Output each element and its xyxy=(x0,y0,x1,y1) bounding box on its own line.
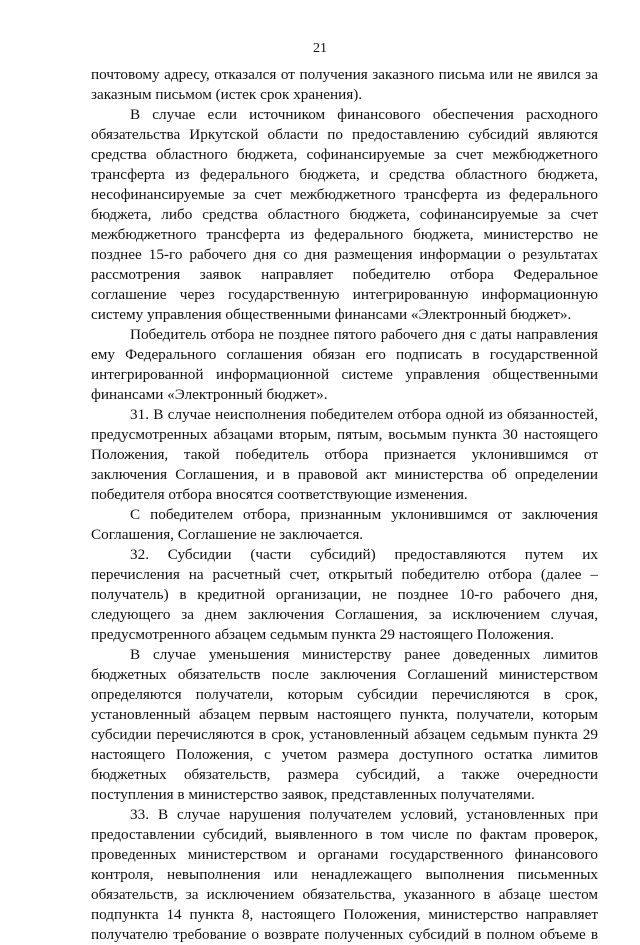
text-line: межбюджетного трансферта из федерального бюджета, министерство не xyxy=(91,226,598,243)
text-line: В случае уменьшения министерству ранее доведенных лимитов xyxy=(130,646,598,663)
text-line: получатель) в кредитной организации, не позднее 10-го рабочего дня, xyxy=(91,586,598,603)
text-line: Победитель отбора не позднее пятого рабочего дня с даты направления xyxy=(130,326,598,343)
text-line: перечисления на расчетный счет, открытый победителю отбора (далее – xyxy=(91,566,598,583)
text-line: финансами «Электронный бюджет». xyxy=(91,386,328,403)
text-line: заключения Соглашения, и в правовой акт министерства об определении xyxy=(91,466,598,483)
text-line: победителя отбора вносятся соответствующие изменения. xyxy=(91,486,468,503)
text-line: позднее 15-го рабочего дня со дня размещения информации о результатах xyxy=(91,246,598,263)
text-line: обязательства Иркутской области по предоставлению субсидий являются xyxy=(91,126,598,143)
text-line: В случае если источником финансового обеспечения расходного xyxy=(130,106,598,123)
text-line: С победителем отбора, признанным уклонившимся от заключения xyxy=(130,506,598,523)
text-line: контроля, невыполнения или ненадлежащего выполнения письменных xyxy=(91,866,598,883)
text-line: 31. В случае неисполнения победителем отбора одной из обязанностей, xyxy=(130,406,598,423)
text-line: средства областного бюджета, софинансируемые за счет межбюджетного xyxy=(91,146,598,163)
text-line: Положения, такой победитель отбора признается уклонившимся от xyxy=(91,446,598,463)
text-line: 32. Субсидии (части субсидий) предоставляются путем их xyxy=(130,546,598,563)
text-line: обязательств, за исключением обязательства, указанного в абзаце шестом xyxy=(91,886,598,903)
text-line: проведенных министерством и органами государственного финансового xyxy=(91,846,598,863)
text-line: ему Федерального соглашения обязан его подписать в государственной xyxy=(91,346,598,363)
page-number: 21 xyxy=(313,41,327,56)
text-line: установленный абзацем первым настоящего пункта, получатели, которым xyxy=(91,706,598,723)
text-line: почтовому адресу, отказался от получения заказного письма или не явился за xyxy=(91,66,598,83)
text-line: предоставлении субсидий, выявленного в том числе по фактам проверок, xyxy=(91,826,598,843)
text-line: интегрированной информационной системе управления общественными xyxy=(91,366,598,383)
text-line: субсидии перечисляются в срок, установленный абзацем седьмым пункта 29 xyxy=(91,726,598,743)
text-line: 33. В случае нарушения получателем условий, установленных при xyxy=(130,806,598,823)
text-line: бюджетных обязательств, размера субсидий, а также очередности xyxy=(91,766,598,783)
text-line: настоящего Положения, с учетом размера доступного остатка лимитов xyxy=(91,746,598,763)
text-line: получателю требование о возврате полученных субсидий в полном объеме в xyxy=(91,926,598,943)
text-line: Соглашения, Соглашение не заключается. xyxy=(91,526,364,543)
text-line: бюджетных обязательств после заключения Соглашений министерством xyxy=(91,666,598,683)
text-line: соглашение через государственную интегрированную информационную xyxy=(91,286,598,303)
text-line: определяются получатели, которым субсидии перечисляются в срок, xyxy=(91,686,598,703)
text-line: заказным письмом (истек срок хранения). xyxy=(91,86,363,103)
text-line: поступления в министерство заявок, представленных получателями. xyxy=(91,786,535,803)
text-line: предусмотренного абзацем седьмым пункта 29 настоящего Положения. xyxy=(91,626,555,643)
document-body xyxy=(91,65,598,945)
text-line: следующего за днем заключения Соглашения, за исключением случая, xyxy=(91,606,598,623)
text-line: предусмотренных абзацами вторым, пятым, восьмым пункта 30 настоящего xyxy=(91,426,598,443)
text-line: подпункта 14 пункта 8, настоящего Положения, министерство направляет xyxy=(91,906,598,923)
text-line: систему управления общественными финансами «Электронный бюджет». xyxy=(91,306,572,323)
text-line: несофинансируемые за счет межбюджетного трансферта из федерального xyxy=(91,186,598,203)
text-line: бюджета, либо средства областного бюджета, софинансируемые за счет xyxy=(91,206,598,223)
text-line: трансферта из федерального бюджета, и средства областного бюджета, xyxy=(91,166,598,183)
text-line: рассмотрения заявок направляет победителю отбора Федеральное xyxy=(91,266,598,283)
